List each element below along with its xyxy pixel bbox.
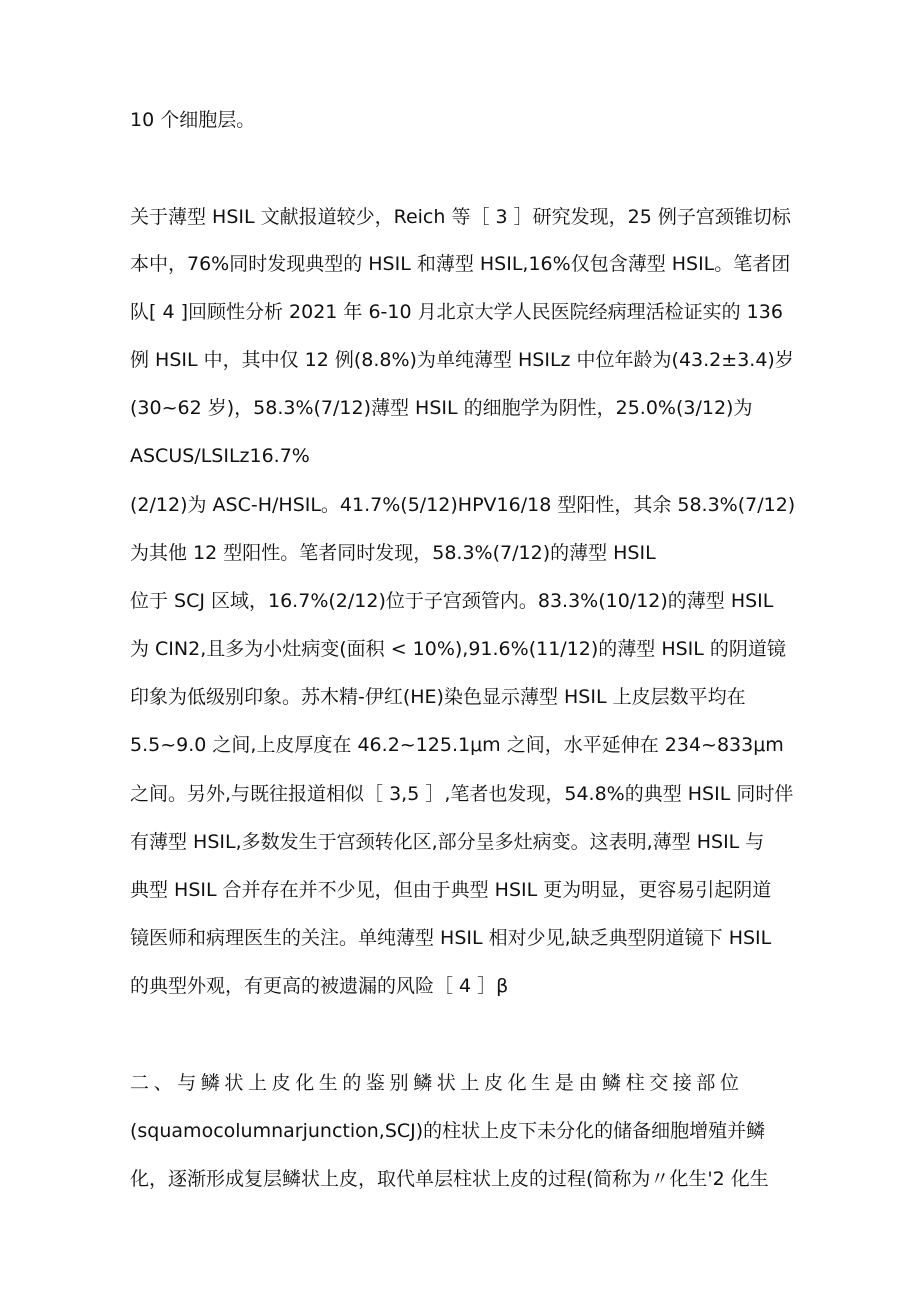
paragraph-2-line-6: ASCUS/LSILz16.7% (130, 445, 310, 467)
paragraph-2-line-3: 队[ 4 ]回顾性分析 2021 年 6-10 月北京大学人民医院经病理活检证实的 136 (130, 301, 783, 323)
section-2-line-3: 化，逐渐形成复层鳞状上皮，取代单层柱状上皮的过程(简称为〃化生'2 化生 (130, 1168, 769, 1190)
paragraph-2-line-15: 典型 HSIL 合并存在并不少见，但由于典型 HSIL 更为明显，更容易引起阴道 (130, 879, 772, 901)
paragraph-2-line-2: 本中，76%同时发现典型的 HSIL 和薄型 HSIL,16%仅包含薄型 HSIL。笔者团 (130, 253, 791, 275)
paragraph-2-line-9: 位于 SCJ 区域，16.7%(2/12)位于子宫颈管内。83.3%(10/12)的薄型 HSIL (130, 590, 774, 612)
section-2-line-2: (squamocolumnarjunction,SCJ)的柱状上皮下未分化的储备细胞增殖并鳞 (130, 1120, 766, 1142)
paragraph-2-line-11: 印象为低级别印象。苏木精-伊红(HE)染色显示薄型 HSIL 上皮层数平均在 (130, 686, 746, 708)
paragraph-2-line-17: 的典型外观，有更高的被遗漏的风险［ 4 ］β (130, 975, 509, 997)
paragraph-2-line-12: 5.5~9.0 之间,上皮厚度在 46.2~125.1μm 之间，水平延伸在 234~833μm (130, 734, 784, 756)
paragraph-2-line-16: 镜医师和病理医生的关注。单纯薄型 HSIL 相对少见,缺乏典型阴道镜下 HSIL (130, 927, 772, 949)
paragraph-2-line-4: 例 HSIL 中，其中仅 12 例(8.8%)为单纯薄型 HSILz 中位年龄为(43.2±3.4)岁 (130, 349, 794, 371)
paragraph-2-line-1: 关于薄型 HSIL 文献报道较少，Reich 等［ 3 ］研究发现，25 例子宫颈锥切标 (130, 206, 791, 228)
paragraph-2-line-10: 为 CIN2,且多为小灶病变(面积 < 10%),91.6%(11/12)的薄型 HSIL 的阴道镜 (130, 638, 786, 660)
paragraph-1-line-1: 10 个细胞层。 (130, 109, 256, 131)
paragraph-2-line-7: (2/12)为 ASC-H/HSIL。41.7%(5/12)HPV16/18 型阳性，其余 58.3%(7/12) (130, 494, 796, 516)
paragraph-2-line-8: 为其他 12 型阳性。笔者同时发现，58.3%(7/12)的薄型 HSIL (130, 542, 656, 564)
paragraph-2-line-13: 之间。另外,与既往报道相似［ 3,5 ］,笔者也发现，54.8%的典型 HSIL 同时伴 (130, 783, 794, 805)
section-2-heading-line: 二、与鳞状上皮化生的鉴别鳞状上皮化生是由鳞柱交接部位 (130, 1072, 744, 1094)
paragraph-2-line-5: (30~62 岁)，58.3%(7/12)薄型 HSIL 的细胞学为阴性，25.0%(3/12)为 (130, 397, 753, 419)
paragraph-2-line-14: 有薄型 HSIL,多数发生于宫颈转化区,部分呈多灶病变。这表明,薄型 HSIL 与 (130, 831, 765, 853)
